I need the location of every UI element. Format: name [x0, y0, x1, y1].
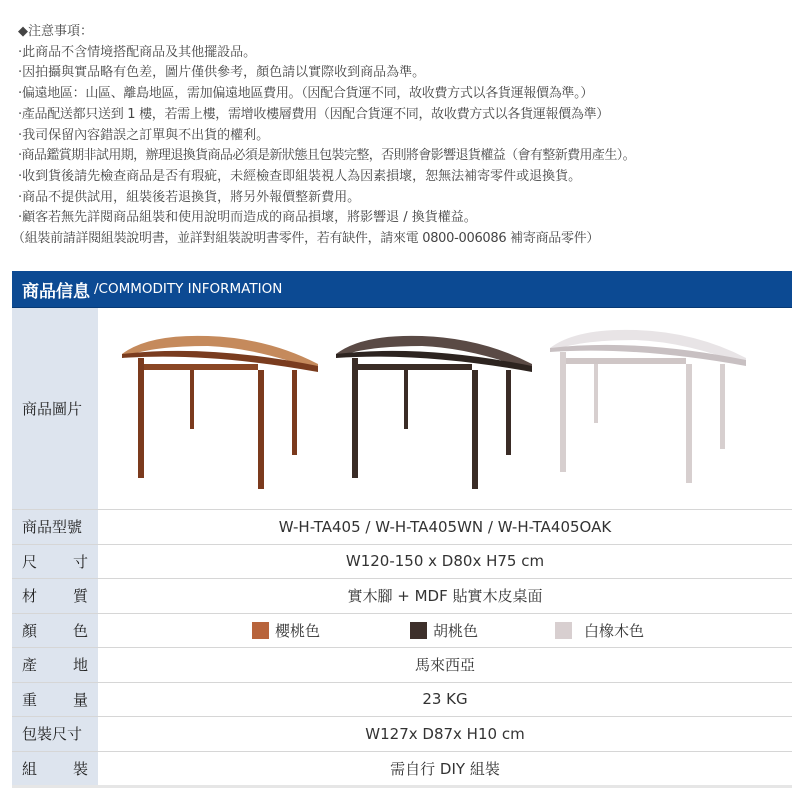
row-value: W127x D87x H10 cm: [365, 724, 525, 743]
notice-item: ‧因拍攝與實品略有色差，圖片僅供參考，顏色請以實際收到商品為準。: [18, 65, 426, 81]
label-char: 質: [72, 587, 88, 606]
notice-item: ‧我司保留內容錯誤之訂單與不出貨的權利。: [18, 127, 270, 143]
row-label: 商品型號: [12, 510, 98, 544]
row-label: 包裝尺寸: [12, 717, 98, 751]
color-name: 白橡木色: [584, 621, 645, 640]
notice-item: ‧顧客若無先詳閱商品組裝和使用說明而造成的商品損壞，將影響退 / 換貨權益。: [18, 210, 477, 226]
table-row-origin: [12, 648, 792, 683]
white-oak-table-image: [550, 330, 746, 483]
row-value: 需自行 DIY 組裝: [390, 759, 500, 778]
row-value: W-H-TA405 / W-H-TA405WN / W-H-TA405OAK: [278, 517, 612, 536]
tables-illustration: [98, 308, 792, 509]
color-swatch: [252, 622, 269, 639]
table-row-assembly: [12, 752, 792, 786]
label-char: 重: [22, 690, 38, 709]
row-value: 23 KG: [422, 690, 468, 709]
header-title-cn: 商品信息: [22, 281, 90, 302]
notice-section: [12, 22, 636, 250]
color-option-walnut: [410, 620, 555, 641]
table-header: [12, 271, 792, 308]
label-char: 地: [72, 656, 88, 675]
table-row-weight: [12, 683, 792, 718]
notice-item: ‧商品不提供試用，組裝後若退換貨，將另外報價整新費用。: [18, 189, 361, 205]
label-char: 產: [22, 656, 38, 675]
row-value: W120-150 x D80x H75 cm: [345, 552, 545, 571]
row-label: [12, 579, 98, 613]
product-images: [98, 308, 792, 509]
notice-item: ‧商品鑑賞期非試用期，辦理退換貨商品必須是新狀態且包裝完整，否則將會影響退貨權益（會有整新費用產生）。: [18, 148, 636, 164]
label-char: 色: [72, 621, 88, 640]
cherry-table-image: [122, 336, 318, 489]
notice-item: ‧收到貨後請先檢查商品是否有瑕疵，未經檢查即組裝視人為因素損壞，恕無法補寄零件或退換貨。: [18, 168, 582, 184]
notice-item: ‧此商品不含情境搭配商品及其他擺設品。: [18, 44, 257, 60]
label-char: 量: [72, 690, 88, 709]
row-label: 商品圖片: [12, 308, 98, 509]
notice-title: ◆注意事項：: [18, 24, 93, 39]
color-option-cherry: [252, 620, 410, 641]
walnut-table-image: [336, 336, 532, 489]
label-char: 裝: [72, 759, 88, 778]
image-row: [12, 308, 792, 510]
color-swatch: [410, 622, 427, 639]
table-row-model: [12, 510, 792, 545]
label-char: 寸: [72, 552, 88, 571]
row-value: 實木腳 + MDF 貼實木皮桌面: [347, 587, 543, 606]
table-row-color: [12, 614, 792, 649]
color-options: [98, 614, 792, 648]
notice-footer: （組裝前請詳閱組裝說明書，並詳對組裝說明書零件，若有缺件，請來電 0800-006086 補寄商品零件）: [12, 231, 600, 247]
row-label: [12, 752, 98, 786]
row-label: [12, 683, 98, 717]
label-char: 顏: [22, 621, 38, 640]
row-label: [12, 614, 98, 648]
color-swatch: [555, 622, 572, 639]
commodity-info-table: [12, 271, 792, 788]
label-char: 尺: [22, 552, 38, 571]
row-value: 馬來西亞: [414, 656, 475, 675]
row-label: [12, 545, 98, 579]
color-name: 胡桃色: [433, 621, 479, 640]
color-name: 櫻桃色: [275, 621, 321, 640]
table-row-package-size: [12, 717, 792, 752]
table-row-material: [12, 579, 792, 614]
header-title-en: /COMMODITY INFORMATION: [94, 281, 283, 297]
notice-item: ‧產品配送都只送到 1 樓，若需上樓，需增收樓層費用（因配合貨運不同，故收費方式以各貨運報價為準）: [18, 106, 609, 122]
table-row-size: [12, 545, 792, 580]
label-char: 組: [22, 759, 38, 778]
notice-item: ‧偏遠地區：山區、離島地區，需加偏遠地區費用。（因配合貨運不同，故收費方式以各貨運報價為準。）: [18, 86, 594, 102]
row-label: [12, 648, 98, 682]
color-option-white-oak: [555, 620, 644, 641]
label-char: 材: [22, 587, 38, 606]
